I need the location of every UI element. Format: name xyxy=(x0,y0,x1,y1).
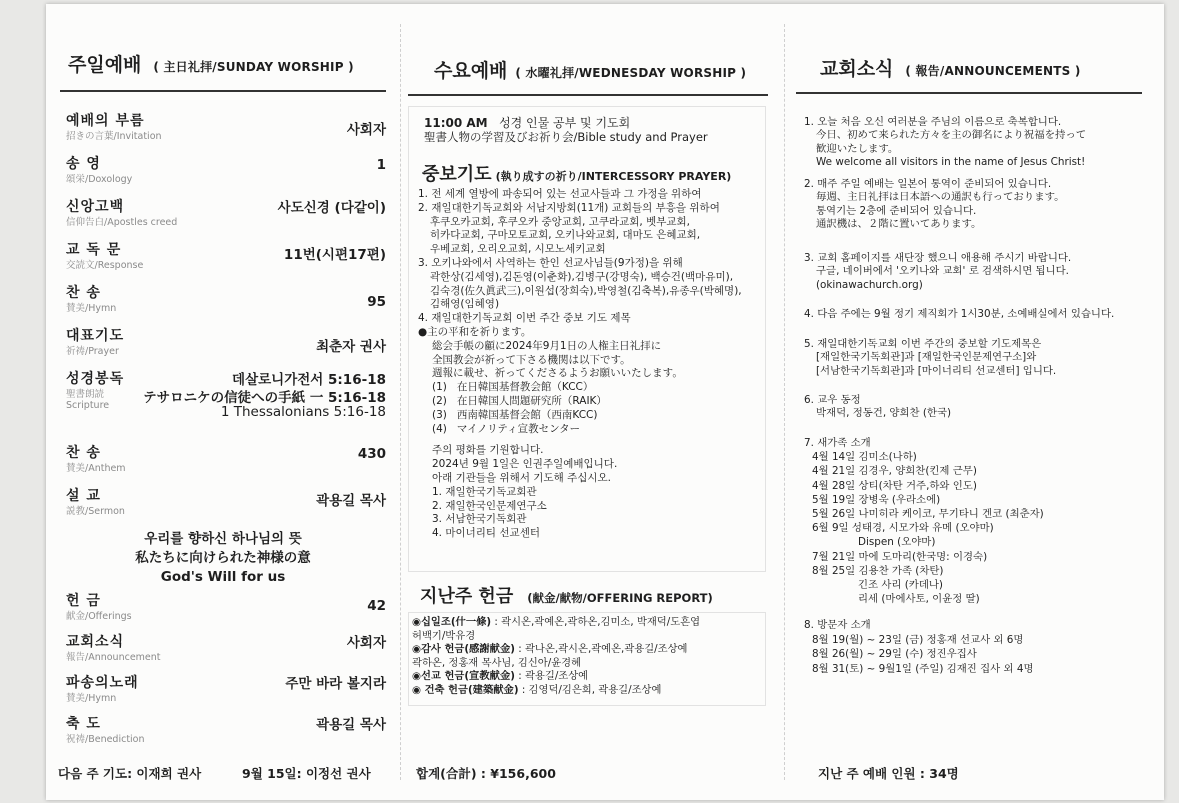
order-item-value: 주만 바라 볼지라 xyxy=(285,676,386,692)
order-item-sublabel: 交読文/Response xyxy=(66,260,144,271)
order-item-invitation xyxy=(66,110,386,150)
announcement-line: 6. 교우 동정 xyxy=(804,394,861,406)
order-item-label: 성경봉독 xyxy=(66,371,125,387)
visitor-item: 8월 19(월) ~ 23일 (금) 정홍재 선교사 외 6명 xyxy=(812,633,1024,646)
prayer-item: 4. 재일대한기독교회 이번 주간 중보 기도 제목 xyxy=(418,312,631,325)
order-item-value: 11번(시편17편) xyxy=(283,247,386,263)
peace-ko-line: 주의 평화를 기원합니다. xyxy=(432,444,544,457)
org-number: (1) xyxy=(432,381,447,394)
announcements-title: 교회소식 xyxy=(820,58,894,80)
new-family-item: Dispen (오야마) xyxy=(858,536,936,549)
order-item-sublabel: 祝祷/Benediction xyxy=(66,734,145,745)
visitor-item: 8월 31(토) ~ 9월1일 (주일) 김재진 집사 외 4명 xyxy=(812,662,1034,675)
wednesday-study-jp: 聖書人物の学習及びお祈り会/Bible study and Prayer xyxy=(424,130,708,144)
announcement-line: 毎週、主日礼拝は日本語への通訳も行っております。 xyxy=(816,191,1065,204)
new-family-item: 5월 19일 장병욱 (우라소에) xyxy=(812,493,941,506)
new-family-item: 7월 21일 마에 도마리(한국명: 이경숙) xyxy=(812,550,988,563)
announcement-line: (okinawachurch.org) xyxy=(816,278,923,291)
order-item-sublabel: 報告/Announcement xyxy=(66,652,161,663)
sermon-title-jp: 私たちに向けられた神様の意 xyxy=(135,550,311,566)
new-family-item: 4월 21일 김경우, 양희찬(킨제 근무) xyxy=(812,465,977,478)
announcement-line: 구글, 네이버에서 '오키나와 교회' 로 검색하시면 됩니다. xyxy=(816,265,1069,278)
wednesday-heading-rule xyxy=(408,94,768,96)
peace-line: 週報に載せ、祈ってくださるようお願いいたします。 xyxy=(432,367,683,380)
announcement-line: 8. 방문자 소개 xyxy=(804,619,871,631)
order-item-value: 95 xyxy=(367,294,386,310)
order-item-value: 42 xyxy=(367,598,386,614)
announcement-line: 박재덕, 정동건, 양희찬 (한국) xyxy=(816,407,952,420)
peace-line: 総会手帳の顧に2024年9月1日の人権主日礼拝に xyxy=(432,339,662,352)
sunday-worship-column xyxy=(46,4,400,800)
visitor-item: 8월 26(월) ~ 29일 (수) 정진우집사 xyxy=(812,648,977,660)
announcement-line: 5. 재일대한기독교회 이번 주간의 중보할 기도제목은 xyxy=(804,338,1042,350)
announcement-line: 歓迎いたします。 xyxy=(816,142,899,155)
announcement-8 xyxy=(804,618,1034,676)
prayer-item: 우베교회, 오리오교회, 시모노세키교회 xyxy=(430,243,606,256)
order-item-label: 신앙고백 xyxy=(66,199,125,215)
prayer-item: 김숙경(佐久眞武三),이원섭(장희숙),박영철(김축복),유종우(박혜명), xyxy=(430,284,742,297)
order-item-label: 대표기도 xyxy=(66,328,125,344)
wednesday-subtitle: ( 水曜礼拝/WEDNESDAY WORSHIP ) xyxy=(515,66,747,80)
peace-ko-line: 아래 기관들을 위해서 기도해 주십시오. xyxy=(432,471,611,484)
prayer-item: 2. 재일대한기독교회와 서남지방회(11개) 교회들의 부흥을 위하여 xyxy=(418,201,720,214)
order-item-sermon xyxy=(66,485,386,525)
wednesday-worship-column xyxy=(400,4,784,800)
sunday-heading xyxy=(68,50,354,77)
order-item-hymn xyxy=(66,282,386,322)
order-item-label: 헌 금 xyxy=(66,593,101,609)
sunday-title: 주일예배 xyxy=(68,54,142,76)
org-number: (2) xyxy=(432,394,447,407)
announcement-1 xyxy=(804,116,1086,170)
order-item-label: 설 교 xyxy=(66,488,101,504)
offering-total: 합계(合計) : ¥156,600 xyxy=(416,766,556,781)
attendance-count: 지난 주 예배 인원 : 34명 xyxy=(818,766,959,781)
announcement-line: 통역기는 2층에 준비되어 있습니다. xyxy=(816,204,977,217)
announcement-line: 2. 매주 주일 예배는 일본어 통역이 준비되어 있습니다. xyxy=(804,178,1052,190)
order-item-sublabel: 献金/Offerings xyxy=(66,611,132,622)
order-item-anthem xyxy=(66,442,386,482)
prayer-item: 후쿠오카교회, 후쿠오카 중앙교회, 고쿠라교회, 벳부교회, xyxy=(430,215,690,228)
order-item-sublabel-en: Scripture xyxy=(66,400,110,411)
intercession-subtitle: (執り成すの祈り/INTERCESSORY PRAYER) xyxy=(495,170,732,183)
offering-names: : 곽시온,곽예온,곽하온,김미소, 박재덕/도흔엽 xyxy=(491,616,701,628)
order-item-value: 곽용길 목사 xyxy=(316,493,386,509)
order-item-sublabel: 招きの言葉/Invitation xyxy=(66,131,162,142)
order-item-sublabel: 頌栄/Doxology xyxy=(66,174,133,185)
announcements-heading xyxy=(820,54,1081,81)
order-item-label: 파송의노래 xyxy=(66,675,139,691)
announcement-line: 3. 교회 홈페이지를 새단장 했으니 애용해 주시기 바랍니다. xyxy=(804,252,1072,264)
offering-label: ◉ 건축 헌금(建築献金) xyxy=(412,683,519,696)
next-week-prayer: 다음 주 기도: 이재희 권사 xyxy=(58,766,202,781)
order-item-creed xyxy=(66,196,386,236)
wednesday-heading xyxy=(434,56,746,83)
sermon-title-en: God's Will for us xyxy=(160,569,286,585)
offering-list xyxy=(412,616,700,697)
org-ko: 1. 재일한국기독교회관 xyxy=(432,485,537,498)
announcement-3 xyxy=(804,252,1071,292)
org-number: (3) xyxy=(432,408,447,421)
order-item-sublabel: 信仰告白/Apostles creed xyxy=(66,217,178,228)
announcement-7 xyxy=(804,436,1044,606)
offering-names: : 곽용길/조상예 xyxy=(514,670,589,682)
offering-label: ◉감사 헌금(感謝献金) xyxy=(412,643,515,655)
offering-names: : 김영덕/김은희, 곽용길/조상예 xyxy=(518,683,662,696)
order-item-prayer xyxy=(66,325,386,365)
order-item-benediction xyxy=(66,713,386,753)
announcement-line: We welcome all visitors in the name of Jesus Christ! xyxy=(816,156,1086,169)
prayer-item: 1. 전 세계 열방에 파송되어 있는 선교사들과 그 가정을 위하여 xyxy=(418,188,702,200)
announcement-line: 7. 새가족 소개 xyxy=(804,437,871,449)
order-item-label: 축 도 xyxy=(66,716,101,732)
announcement-line: 通訳機は、２階に置いてあります。 xyxy=(816,218,982,231)
order-item-value: 1 xyxy=(376,157,386,173)
order-item-value: 사도신경 (다같이) xyxy=(277,200,386,216)
prayer-item: 히카다교회, 구마모토교회, 오키나와교회, 대마도 은혜교회, xyxy=(430,229,701,242)
announcement-6 xyxy=(804,394,951,421)
order-item-scripture xyxy=(66,368,386,428)
prayer-item: 3. 오키나와에서 사역하는 한인 선교사님들(9가정)을 위해 xyxy=(418,256,683,269)
announcement-line: [서남한국기독회관]과 [마이너리티 선교센터] 입니다. xyxy=(816,364,1057,377)
order-item-sublabel: 聖書朗読 xyxy=(66,389,105,400)
prayer-item: 곽한상(김세영),김돈영(이춘화),김병구(강명숙), 백승건(백마유미), xyxy=(430,270,734,283)
announcements-column xyxy=(784,4,1164,800)
order-item-label: 찬 송 xyxy=(66,445,101,461)
wednesday-title: 수요예배 xyxy=(434,60,508,82)
new-family-item: 긴조 사리 (카데나) xyxy=(858,579,943,592)
offering-subtitle: (献金/献物/OFFERING REPORT) xyxy=(527,591,713,605)
order-item-sublabel: 賛美/Hymn xyxy=(66,693,117,704)
order-item-offerings xyxy=(66,590,386,630)
new-family-item: 리세 (마에사토, 이윤정 딸) xyxy=(858,593,980,606)
order-item-label: 교회소식 xyxy=(66,634,125,650)
org-jp: 在日韓国基督教会館（KCC） xyxy=(456,381,594,394)
order-item-label: 교 독 문 xyxy=(66,242,122,258)
org-jp: 西南韓国基督会館（西南KCC) xyxy=(456,408,598,421)
announcements-subtitle: ( 報告/ANNOUNCEMENTS ) xyxy=(905,64,1081,78)
intercession-heading xyxy=(422,160,731,186)
intercession-title: 중보기도 xyxy=(422,164,492,185)
peace-title: ●主の平和を祈ります。 xyxy=(418,325,532,338)
new-family-item: 4월 28일 상티(차탄 거주,하와 인도) xyxy=(812,479,977,492)
order-item-value: 사회자 xyxy=(346,122,386,138)
next-week-date: 9월 15일: 이정선 권사 xyxy=(242,766,371,781)
new-family-item: 4월 14일 김미소(나하) xyxy=(812,451,917,464)
org-ko: 4. 마이너리티 선교센터 xyxy=(432,527,540,540)
announcements-heading-rule xyxy=(796,92,1142,94)
org-jp: マイノリティ宣教センター xyxy=(456,422,581,435)
new-family-item: 6월 9일 성태경, 시모가와 유메 (오야마) xyxy=(812,522,994,535)
org-ko: 2. 재일한국인문제연구소 xyxy=(432,499,547,512)
order-item-doxology xyxy=(66,153,386,193)
offering-names: 허백기/박유경 xyxy=(412,629,476,642)
wednesday-study: 성경 인물 공부 및 기도회 xyxy=(499,116,631,130)
order-item-label: 예배의 부름 xyxy=(66,113,145,129)
new-family-item: 5월 26일 나미히라 케이코, 무기타니 겐코 (최춘자) xyxy=(812,508,1044,521)
order-item-value: 430 xyxy=(357,446,386,462)
scripture-ko: 데살로니가전서 5:16-18 xyxy=(232,372,386,388)
announcement-5 xyxy=(804,338,1056,378)
peace-ko-line: 2024년 9월 1일은 인권주일예배입니다. xyxy=(432,458,618,471)
org-ko: 3. 서남한국기독회관 xyxy=(432,513,527,526)
peace-line: 全国教会が祈って下さる機関は以下です。 xyxy=(432,353,631,366)
sermon-title-ko: 우리를 향하신 하나님의 뜻 xyxy=(144,531,302,547)
announcement-line: 1. 오늘 처음 오신 여러분을 주님의 이름으로 축복합니다. xyxy=(804,116,1062,128)
prayer-item: 김해영(임혜영) xyxy=(430,298,500,311)
announcement-2 xyxy=(804,178,1065,232)
org-jp: 在日韓国人問題研究所（RAIK） xyxy=(456,394,607,407)
offering-names: 곽하온, 정홍재 목사님, 김신아/윤경혜 xyxy=(412,656,582,669)
new-family-item: 8월 25일 김용찬 가족 (차탄) xyxy=(812,564,944,577)
order-item-label: 찬 송 xyxy=(66,285,101,301)
bulletin-sheet xyxy=(46,4,1164,800)
announcement-line: 今日、初めて来られた方々を主の御名により祝福を持って xyxy=(816,129,1087,142)
offering-label: ◉선교 헌금(宣教献金) xyxy=(412,670,515,682)
offering-title: 지난주 헌금 xyxy=(420,586,514,607)
sermon-title xyxy=(46,530,400,587)
offering-heading xyxy=(420,582,713,608)
scripture-jp: テサロニケの信徒への手紙 一 5:16-18 xyxy=(143,390,386,406)
order-item-announcement xyxy=(66,631,386,671)
scripture-en: 1 Thessalonians 5:16-18 xyxy=(220,404,386,420)
order-item-sublabel: 説教/Sermon xyxy=(66,506,125,517)
order-item-response xyxy=(66,239,386,279)
order-item-value: 사회자 xyxy=(346,635,386,651)
order-item-value: 최춘자 권사 xyxy=(316,339,386,355)
order-item-sending-hymn xyxy=(66,672,386,712)
order-item-sublabel: 賛美/Anthem xyxy=(66,463,126,474)
offering-label: ◉십일조(什一條) xyxy=(412,616,492,628)
order-item-label: 송 영 xyxy=(66,156,101,172)
order-item-sublabel: 祈祷/Prayer xyxy=(66,346,119,357)
sunday-heading-rule xyxy=(60,90,386,92)
offering-names: : 곽나온,곽시온,곽예온,곽용길/조상예 xyxy=(514,643,688,655)
announcement-4: 4. 다음 주에는 9월 정기 제직회가 1시30분, 소예배실에서 있습니다. xyxy=(804,308,1115,320)
org-number: (4) xyxy=(432,422,447,435)
announcement-line: [재일한국기독회관]과 [재일한국인문제연구소]와 xyxy=(816,351,1037,364)
sunday-subtitle: ( 主日礼拝/SUNDAY WORSHIP ) xyxy=(153,60,354,74)
order-item-sublabel: 賛美/Hymn xyxy=(66,303,117,314)
prayer-list xyxy=(418,188,742,541)
order-item-value: 곽용길 목사 xyxy=(316,717,386,733)
wednesday-time: 11:00 AM xyxy=(424,116,488,130)
